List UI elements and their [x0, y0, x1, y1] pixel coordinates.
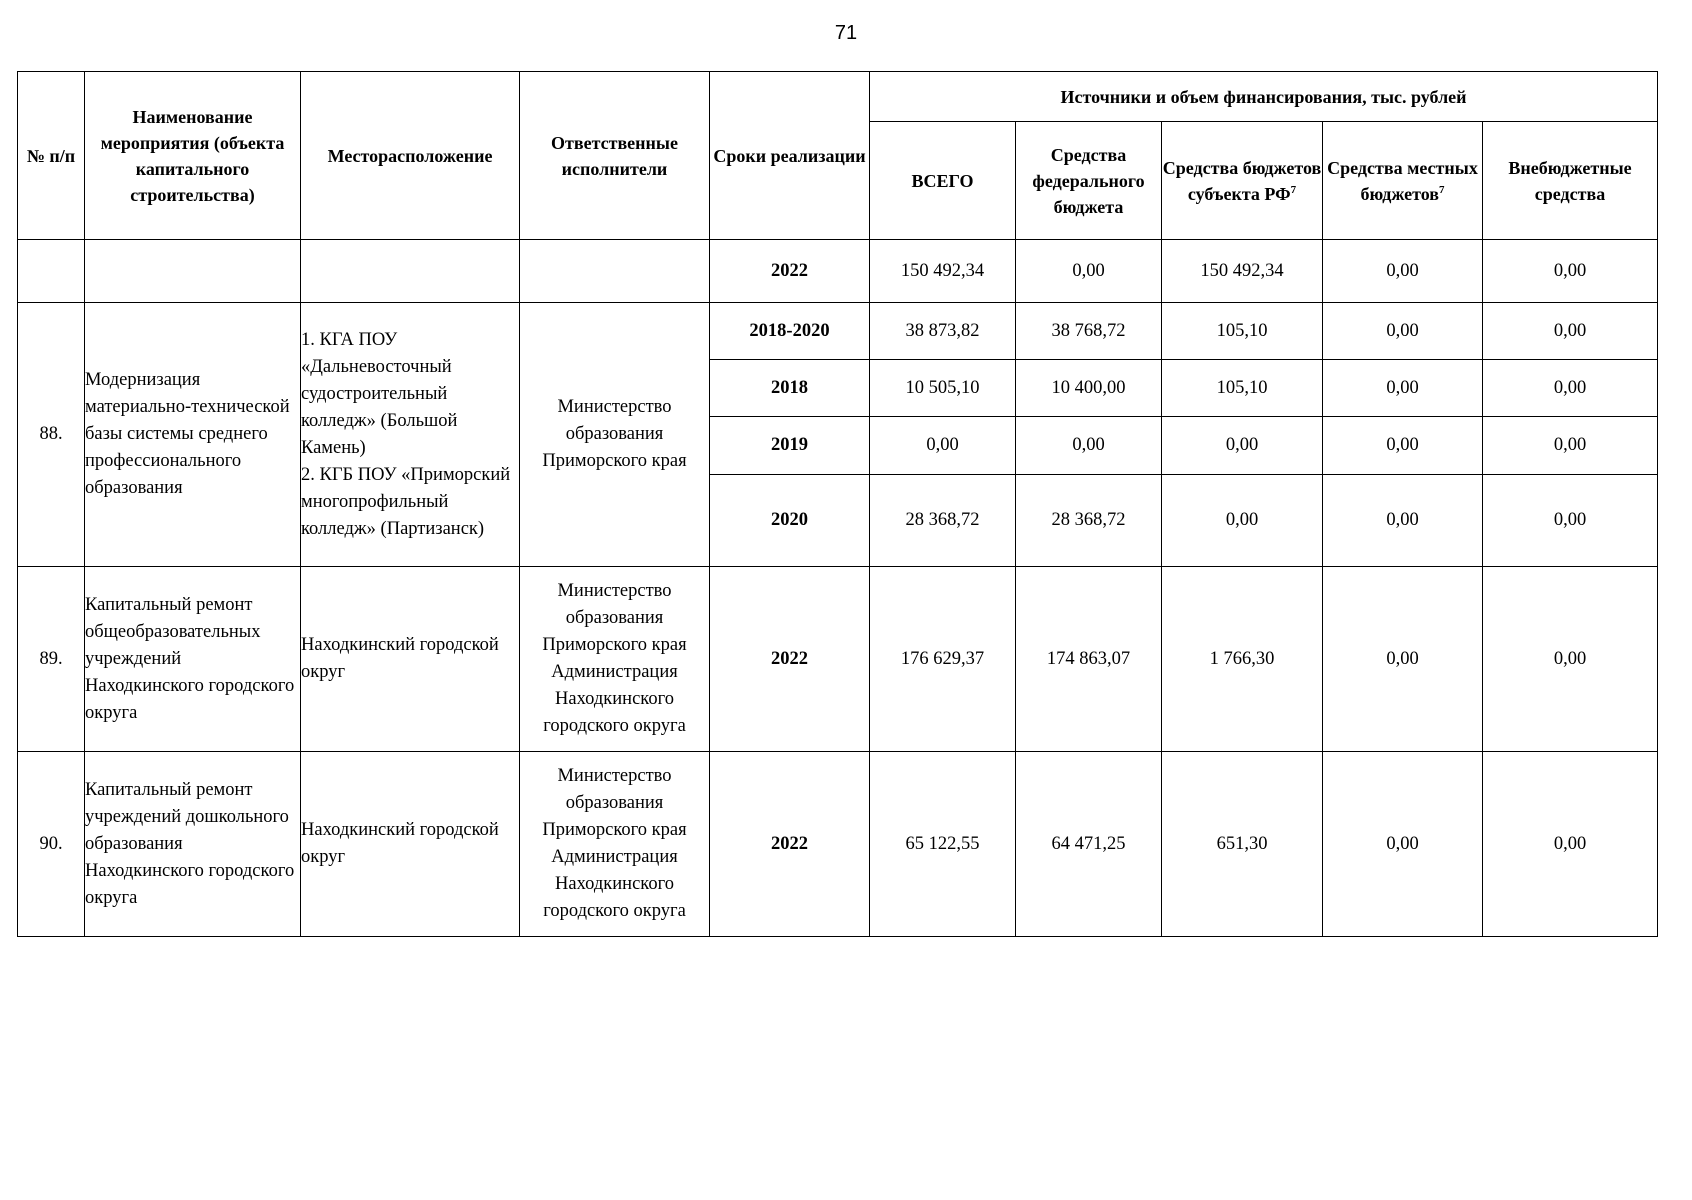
- cell-federal: 0,00: [1016, 240, 1162, 303]
- item-location: [301, 303, 520, 567]
- cell-empty: [520, 240, 710, 303]
- cell-empty: [18, 240, 85, 303]
- cell-total: 0,00: [870, 417, 1016, 475]
- item-executors: Министерство образования Приморского края: [520, 303, 710, 567]
- cell-subject: 651,30: [1162, 752, 1323, 937]
- cell-year: 2019: [710, 417, 870, 475]
- table-row: [18, 752, 1658, 937]
- item-executors: Министерство образования Приморского края Администрация Находкинского городского округа: [520, 567, 710, 752]
- header-extra: Внебюджетные средства: [1483, 122, 1658, 240]
- cell-total: 176 629,37: [870, 567, 1016, 752]
- item-number: 90.: [18, 752, 85, 937]
- table-row: [18, 240, 1658, 303]
- header-executors: Ответственные исполнители: [520, 72, 710, 240]
- cell-empty: [85, 240, 301, 303]
- cell-federal: 10 400,00: [1016, 360, 1162, 417]
- item-number: 89.: [18, 567, 85, 752]
- header-local-label: Средства местных бюджетов: [1327, 157, 1478, 204]
- cell-subject: 150 492,34: [1162, 240, 1323, 303]
- cell-federal: 64 471,25: [1016, 752, 1162, 937]
- cell-empty: [301, 240, 520, 303]
- cell-year: 2022: [710, 240, 870, 303]
- header-federal: Средства федерального бюджета: [1016, 122, 1162, 240]
- cell-extra: 0,00: [1483, 360, 1658, 417]
- cell-local: 0,00: [1323, 752, 1483, 937]
- cell-federal: 174 863,07: [1016, 567, 1162, 752]
- item-name: Капитальный ремонт общеобразовательных учреждений Находкинского городского округа: [85, 567, 301, 752]
- location-line: 2. КГБ ПОУ «Приморский многопрофильный колледж» (Партизанск): [301, 464, 511, 539]
- table-row: [18, 567, 1658, 752]
- header-total: ВСЕГО: [870, 122, 1016, 240]
- header-num: № п/п: [18, 72, 85, 240]
- cell-extra: 0,00: [1483, 240, 1658, 303]
- header-local: [1323, 122, 1483, 240]
- cell-subject: 105,10: [1162, 303, 1323, 360]
- cell-local: 0,00: [1323, 360, 1483, 417]
- item-number: 88.: [18, 303, 85, 567]
- footnote-marker: 7: [1290, 183, 1297, 196]
- item-name: Капитальный ремонт учреждений дошкольного образования Находкинского городского округа: [85, 752, 301, 937]
- cell-total: 65 122,55: [870, 752, 1016, 937]
- cell-subject: 1 766,30: [1162, 567, 1323, 752]
- cell-federal: 0,00: [1016, 417, 1162, 475]
- header-subject: [1162, 122, 1323, 240]
- cell-local: 0,00: [1323, 417, 1483, 475]
- cell-local: 0,00: [1323, 240, 1483, 303]
- cell-federal: 38 768,72: [1016, 303, 1162, 360]
- cell-local: 0,00: [1323, 303, 1483, 360]
- item-location: Находкинский городской округ: [301, 752, 520, 937]
- cell-extra: 0,00: [1483, 752, 1658, 937]
- footnote-marker: 7: [1439, 183, 1445, 196]
- cell-extra: 0,00: [1483, 475, 1658, 567]
- cell-year: 2020: [710, 475, 870, 567]
- header-row-1: [18, 72, 1658, 122]
- cell-federal: 28 368,72: [1016, 475, 1162, 567]
- cell-total: 10 505,10: [870, 360, 1016, 417]
- item-executors: Министерство образования Приморского края Администрация Находкинского городского округа: [520, 752, 710, 937]
- cell-year: 2018-2020: [710, 303, 870, 360]
- cell-extra: 0,00: [1483, 567, 1658, 752]
- cell-year: 2018: [710, 360, 870, 417]
- cell-total: 38 873,82: [870, 303, 1016, 360]
- cell-subject: 105,10: [1162, 360, 1323, 417]
- location-line: 1. КГА ПОУ «Дальневосточный судостроительный колледж» (Большой Камень): [301, 329, 458, 458]
- cell-extra: 0,00: [1483, 417, 1658, 475]
- cell-year: 2022: [710, 752, 870, 937]
- cell-extra: 0,00: [1483, 303, 1658, 360]
- item-name: Модернизация материально-технической базы системы среднего профессионального образования: [85, 303, 301, 567]
- table-row: [18, 303, 1658, 360]
- header-sources: Источники и объем финансирования, тыс. рублей: [870, 72, 1658, 122]
- header-location: Месторасположение: [301, 72, 520, 240]
- cell-local: 0,00: [1323, 475, 1483, 567]
- cell-subject: 0,00: [1162, 417, 1323, 475]
- header-name: Наименование мероприятия (объекта капитального строительства): [85, 72, 301, 240]
- header-subject-label: Средства бюджетов субъекта РФ: [1162, 157, 1322, 204]
- cell-subject: 0,00: [1162, 475, 1323, 567]
- page-number: 71: [834, 22, 858, 44]
- cell-year: 2022: [710, 567, 870, 752]
- item-location: Находкинский городской округ: [301, 567, 520, 752]
- cell-total: 150 492,34: [870, 240, 1016, 303]
- cell-local: 0,00: [1323, 567, 1483, 752]
- cell-total: 28 368,72: [870, 475, 1016, 567]
- header-terms: Сроки реализации: [710, 72, 870, 240]
- financing-table: [17, 71, 1658, 937]
